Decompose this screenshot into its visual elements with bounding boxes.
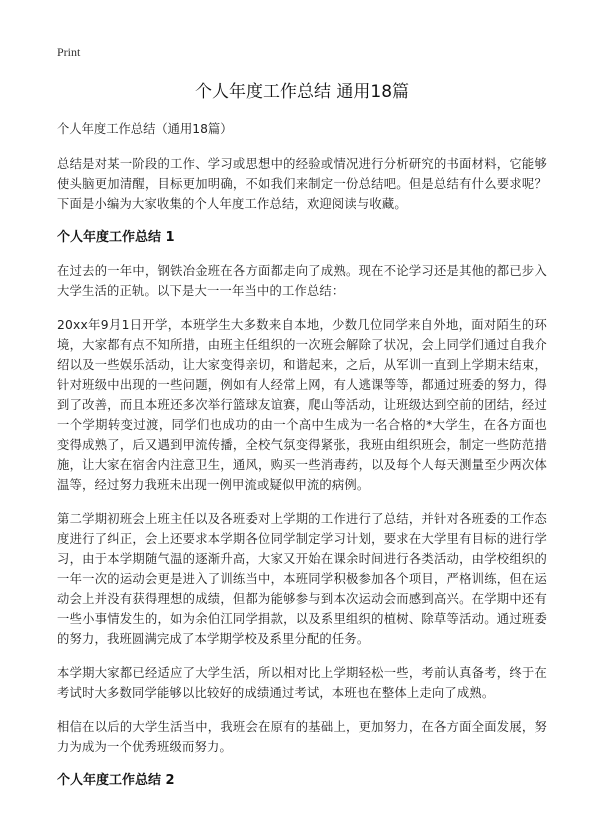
- section-1-paragraph-5: 相信在以后的大学生活当中，我班会在原有的基础上，更加努力，在各方面全面发展，努力为成为一个优秀班级而努力。: [57, 720, 547, 754]
- section-1-paragraph-2: 20xx年9月1日开学，本班学生大多数来自本地，少数几位同学来自外地，面对陌生的环境，大家都有点不知所措，由班主任组织的一次班会解除了状况，会上同学们通过自我介绍以及一些娱乐活动，让大家变得亲切，和谐起来，之后，从军训一直到上学期末结束，针对班级中出现的一些问题，例如有人经常上网，有人逃课等等，都通过班委的努力，得到了改善，而且本班还多次举行篮球友谊赛，爬山等活动，让班级达到空前的团结，经过一个学期转变过渡，同学们也成功的由一个高中生成为一名合格的*大学生，在各方面也变得成熟了，后又遇到甲流传播，全校气氛变得紧张，我班由组织班会，制定一些防范措施，让大家在宿舍内注意卫生，通风，购买一些消毒药，以及每个人每天测量至少两次体温等，经过努力我班未出现一例甲流或疑似甲流的病例。: [57, 318, 547, 492]
- document-title: 个人年度工作总结 通用18篇: [194, 82, 410, 102]
- section-1-paragraph-3: 第二学期初班会上班主任以及各班委对上学期的工作进行了总结，并针对各班委的工作态度进行了纠正，会上还要求本学期各位同学制定学习计划，要求在大学里有目标的进行学习，由于本学期随气温的逐渐升高，大家又开始在课余时间进行各类活动，由学校组织的一年一次的运动会更是进入了训练当中，本班同学积极参加各个项目，严格训练，但在运动会上并没有获得理想的成绩，但都为能够参与到本次运动会而感到高兴。在学期中还有一些小事情发生的，如为余伯江同学捐款，以及系里组织的植树、除草等活动。通过班委的努力，我班圆满完成了本学期学校及系里分配的任务。: [57, 512, 547, 646]
- document-body: [57, 120, 547, 804]
- section-heading-2: 个人年度工作总结 2: [57, 773, 175, 788]
- section-1-paragraph-1: 在过去的一年中，钢铁冶金班在各方面都走向了成熟。现在不论学习还是其他的都已步入大学生活的正轨。以下是大一一年当中的工作总结：: [57, 264, 547, 298]
- section-heading-1: 个人年度工作总结 1: [57, 230, 175, 245]
- intro-paragraph: 总结是对某一阶段的工作、学习或思想中的经验或情况进行分析研究的书面材料，它能够使头脑更加清醒，目标更加明确，不如我们来制定一份总结吧。但是总结有什么要求呢？下面是小编为大家收集的个人年度工作总结，欢迎阅读与收藏。: [57, 157, 547, 211]
- print-link[interactable]: Print: [57, 45, 81, 59]
- document-subtitle: 个人年度工作总结（通用18篇）: [57, 122, 233, 136]
- section-1-paragraph-4: 本学期大家都已经适应了大学生活，所以相对比上学期轻松一些，考前认真备考，终于在考试时大多数同学能够以比较好的成绩通过考试，本班也在整体上走向了成熟。: [57, 666, 547, 700]
